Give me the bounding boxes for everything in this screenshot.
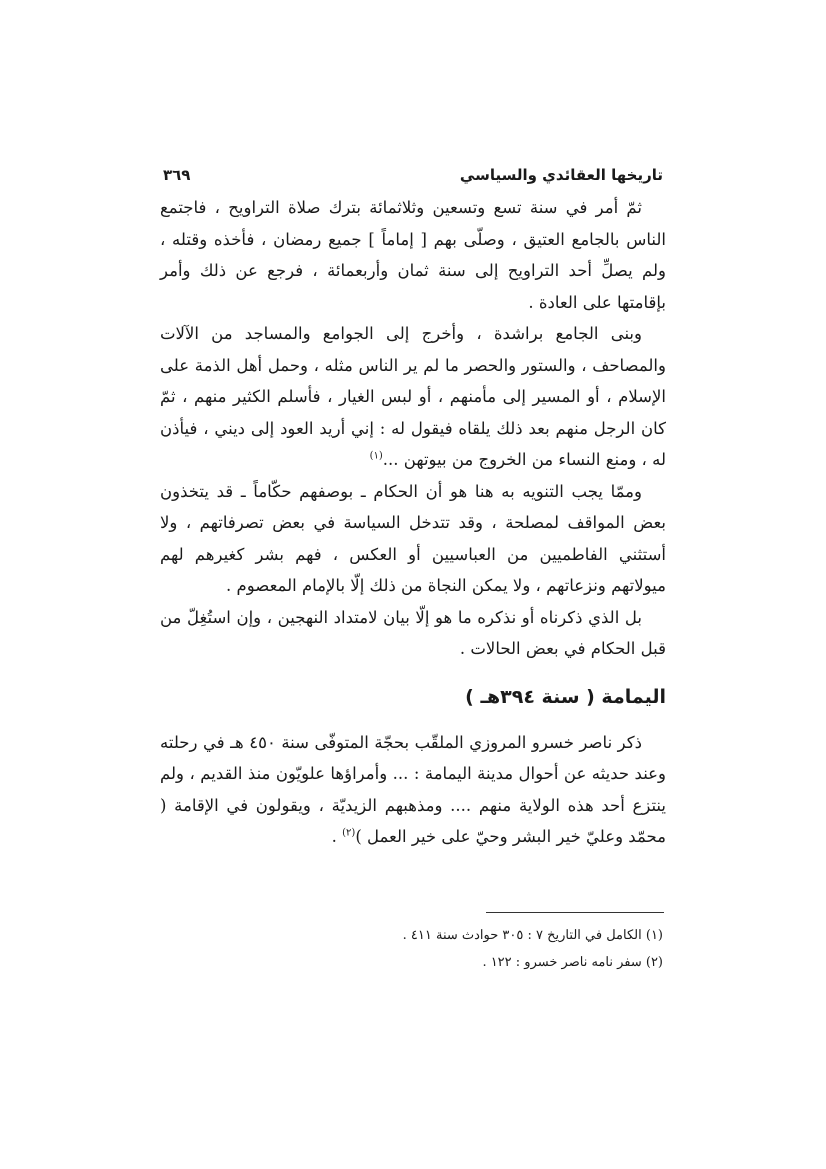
running-title: تاريخها العقائدي والسياسي [459,166,663,184]
footnotes [160,922,663,976]
section-paragraph-text: ذكر ناصر خسرو المروزي الملقّب بحجّة المتوفّى سنة ٤٥٠ هـ في رحلته وعند حديثه عن أحوال مدينة اليمامة : ... وأمراؤها علويّون منذ القديم ، ولم ينتزع أحد هذه الولاية منهم .... ومذهبهم الزيديّة ، ويقولون في الإقامة ( محمّد وعليّ خير البشر وحيّ على خير العمل ) [160,732,666,846]
section-paragraph [160,727,666,853]
paragraph-2-text: وبنى الجامع براشدة ، وأخرج إلى الجوامع والمساجد من الآلات والمصاحف ، والستور والحصر ما لم ير الناس مثله ، وحمل أهل الذمة على الإسلام ، أو المسير إلى مأمنهم ، أو لبس الغيار ، فأسلم الكثير منهم ، ثمّ كان الرجل منهم بعد ذلك يلقاه فيقول له : إني أريد العود إلى ديني ، فيأذن له ، ومنع النساء من الخروج من بيوتهن ... [160,324,666,469]
section-heading: اليمامة ( سنة ٣٩٤هـ ) [465,685,666,708]
paragraph-4: بل الذي ذكرناه أو نذكره ما هو إلّا بيان لامتداد النهجين ، وإن استُغِلّ من قبل الحكام في بعض الحالات . [160,607,666,658]
footnote-divider [486,912,664,913]
paragraph-1: ثمّ أمر في سنة تسع وتسعين وثلاثمائة بترك صلاة التراويح ، فاجتمع الناس بالجامع العتيق ، وصلّى بهم [ إماماً ] جميع رمضان ، فأخذه وقتله ، ولم يصلِّ أحد التراويح إلى سنة ثمان وأربعمائة ، فرجع عن ذلك وأمر بإقامتها على العادة . [160,198,666,312]
page-number: ٣٦٩ [163,166,191,184]
section-paragraph-end: . [331,827,343,846]
footnote-2: (٢) سفر نامه ناصر خسرو : ١٢٢ . [482,955,663,970]
footnote-ref-2: (٢) [342,827,356,839]
paragraph-3: وممّا يجب التنويه به هنا هو أن الحكام ـ بوصفهم حكّاماً ـ قد يتخذون بعض المواقف لمصلحة ، وقد تتدخل السياسة في بعض تصرفاتهم ، ولا أستثني الفاطميين من العباسيين أو العكس ، فهم بشر كغيرهم لهم ميولاتهم ونزعاتهم ، ولا يمكن النجاة من ذلك إلّا بالإمام المعصوم . [160,481,666,595]
footnote-1: (١) الكامل في التاريخ ٧ : ٣٠٥ حوادث سنة ٤١١ . [402,928,663,943]
footnote-ref-1: (١) [369,450,383,462]
paragraph-2 [160,318,666,476]
main-text [160,192,666,853]
page-header [163,150,663,184]
